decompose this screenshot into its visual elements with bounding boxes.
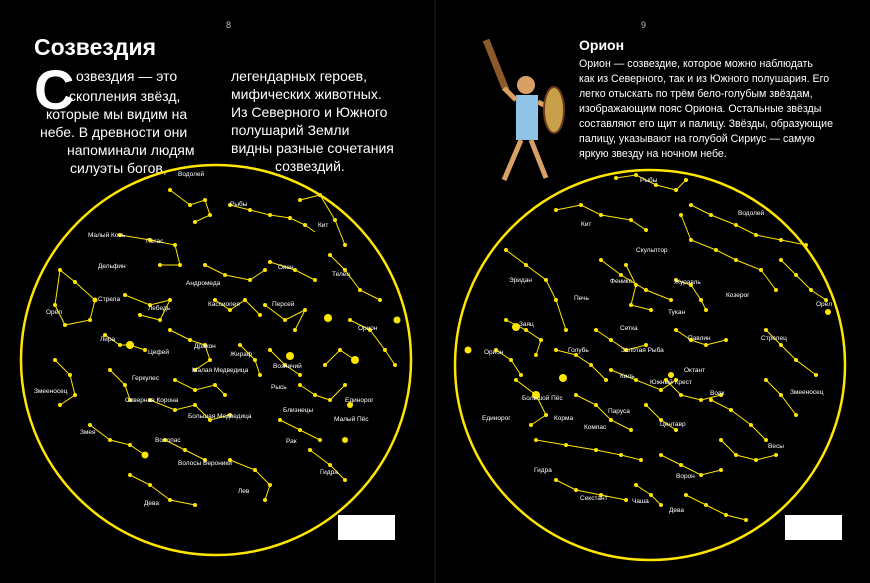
chart-label: Чаша <box>632 498 649 505</box>
chart-label: Рак <box>286 438 297 445</box>
body-line: как из Северного, так и из Южного полушария. Его <box>579 73 830 85</box>
chart-label: Рыбы <box>230 201 248 208</box>
chart-label: Козерог <box>726 292 750 299</box>
intro-line: созвездий. <box>275 158 345 174</box>
chart-label: Близнецы <box>283 407 314 414</box>
chart-label: Жираф <box>230 351 253 358</box>
body-line: палицу, указывают на голубой Сириус — самую <box>579 133 815 145</box>
chart-label: Кит <box>318 222 329 229</box>
chart-label: Рысь <box>271 384 287 391</box>
chart-label: Водолей <box>178 171 205 178</box>
chart-label: Гидра <box>534 467 552 474</box>
chart-label: Единорог <box>482 415 511 422</box>
chart-label: Голубь <box>568 347 589 354</box>
chart-label: Овен <box>278 264 294 271</box>
intro-first-line: озвездия — это <box>76 68 178 84</box>
chart-label: Октант <box>684 367 706 374</box>
chart-label: Весы <box>768 443 784 450</box>
chart-label: Тукан <box>668 309 686 316</box>
chart-label: Заяц <box>519 321 534 328</box>
body-line: яркую звезду на ночном небе. <box>579 148 727 160</box>
chart-label: Единорог <box>345 397 374 404</box>
chart-label: Телец <box>332 271 351 278</box>
chart-label: Геркулес <box>132 375 159 382</box>
intro-line: легендарных героев, <box>231 68 367 84</box>
chart-label: Феникс <box>610 278 632 285</box>
chart-label: Орёл <box>46 309 63 316</box>
chart-label: Кит <box>581 221 592 228</box>
chart-label: Лев <box>238 488 250 495</box>
chart-label: Печь <box>574 295 589 302</box>
chart-label: Центавр <box>660 421 686 428</box>
right-page <box>436 0 870 583</box>
body-line: составляют его щит и палицу. Звёзды, образующие <box>579 118 833 130</box>
intro-line: видны разные сочетания <box>231 140 394 156</box>
chart-label: Гидра <box>320 469 338 476</box>
page-title: Орион <box>579 37 625 53</box>
chart-label: Большая Медведица <box>188 413 252 420</box>
chart-label: Змея <box>80 429 96 436</box>
chart-label: Лира <box>100 336 116 343</box>
chart-label: Пегас <box>146 238 164 245</box>
chart-label: Скульптор <box>636 247 668 254</box>
intro-line: скопления звёзд, <box>69 88 181 104</box>
chart-label: Эридан <box>509 277 532 284</box>
chart-label: Водолей <box>738 210 765 217</box>
chart-label: Дева <box>144 500 160 507</box>
intro-line: силуэты богов, <box>70 160 167 176</box>
chart-label: Большой Пёс <box>522 395 563 402</box>
intro-line: напоминали людям <box>67 142 195 158</box>
intro-line: небе. В древности они <box>40 124 188 140</box>
chart-label: Андромеда <box>186 280 221 287</box>
chart-label: Киль <box>620 373 635 380</box>
chart-label: Змееносец <box>790 389 824 396</box>
blank-box <box>338 515 395 540</box>
chart-label: Ворон <box>676 473 695 480</box>
page-title: Созвездия <box>34 34 157 60</box>
chart-label: Сетка <box>620 325 638 332</box>
chart-label: Дева <box>669 507 685 514</box>
intro-line: полушарий Земли <box>231 122 350 138</box>
north-star-chart <box>0 0 434 583</box>
chart-label: Волосы Вероники <box>178 460 232 467</box>
chart-label: Компас <box>584 424 607 431</box>
chart-label: Южный Крест <box>650 379 692 386</box>
chart-label: Лебедь <box>148 305 171 312</box>
chart-label: Малый Конь <box>88 232 126 239</box>
chart-label: Волопас <box>155 437 181 444</box>
intro-line: мифических животных. <box>231 86 382 102</box>
chart-label: Журавль <box>674 279 701 286</box>
body-line: изображающим пояс Ориона. Остальные звёзды <box>579 103 822 115</box>
chart-label: Малый Пёс <box>334 416 369 423</box>
intro-line: которые мы видим на <box>46 106 188 122</box>
page-number: 9 <box>641 20 647 30</box>
chart-label: Цефей <box>148 349 170 356</box>
chart-label: Павлин <box>688 335 711 342</box>
body-line: легко отыскать по трём бело-голубым звёздам, <box>579 88 813 100</box>
chart-label: Возничий <box>273 363 302 370</box>
chart-label: Малая Медведица <box>192 367 249 374</box>
chart-label: Секстант <box>580 495 608 502</box>
chart-label: Персей <box>272 301 295 308</box>
chart-label: Дельфин <box>98 263 126 270</box>
chart-label: Рыбы <box>640 177 658 184</box>
chart-label: Дракон <box>194 343 216 350</box>
south-star-chart <box>436 0 870 583</box>
blank-box <box>785 515 842 540</box>
chart-label: Волк <box>710 390 725 397</box>
body-line: Орион — созвездие, которое можно наблюдать <box>579 58 813 70</box>
chart-label: Паруса <box>608 408 630 415</box>
chart-label: Орион <box>484 349 504 356</box>
chart-label: Золотая Рыба <box>621 347 664 354</box>
chart-label: Северная Корона <box>125 397 179 404</box>
drop-cap: С <box>34 58 75 121</box>
chart-label: Корма <box>554 415 574 422</box>
chart-label: Кассиопея <box>208 301 240 308</box>
chart-label: Орёл <box>816 301 833 308</box>
chart-label: Стрелец <box>761 335 787 342</box>
chart-label: Орион <box>358 325 378 332</box>
left-page <box>0 0 434 583</box>
intro-line: Из Северного и Южного <box>231 104 388 120</box>
page-number: 8 <box>226 20 232 30</box>
chart-label: Стрела <box>98 296 121 303</box>
chart-label: Змееносец <box>34 388 68 395</box>
